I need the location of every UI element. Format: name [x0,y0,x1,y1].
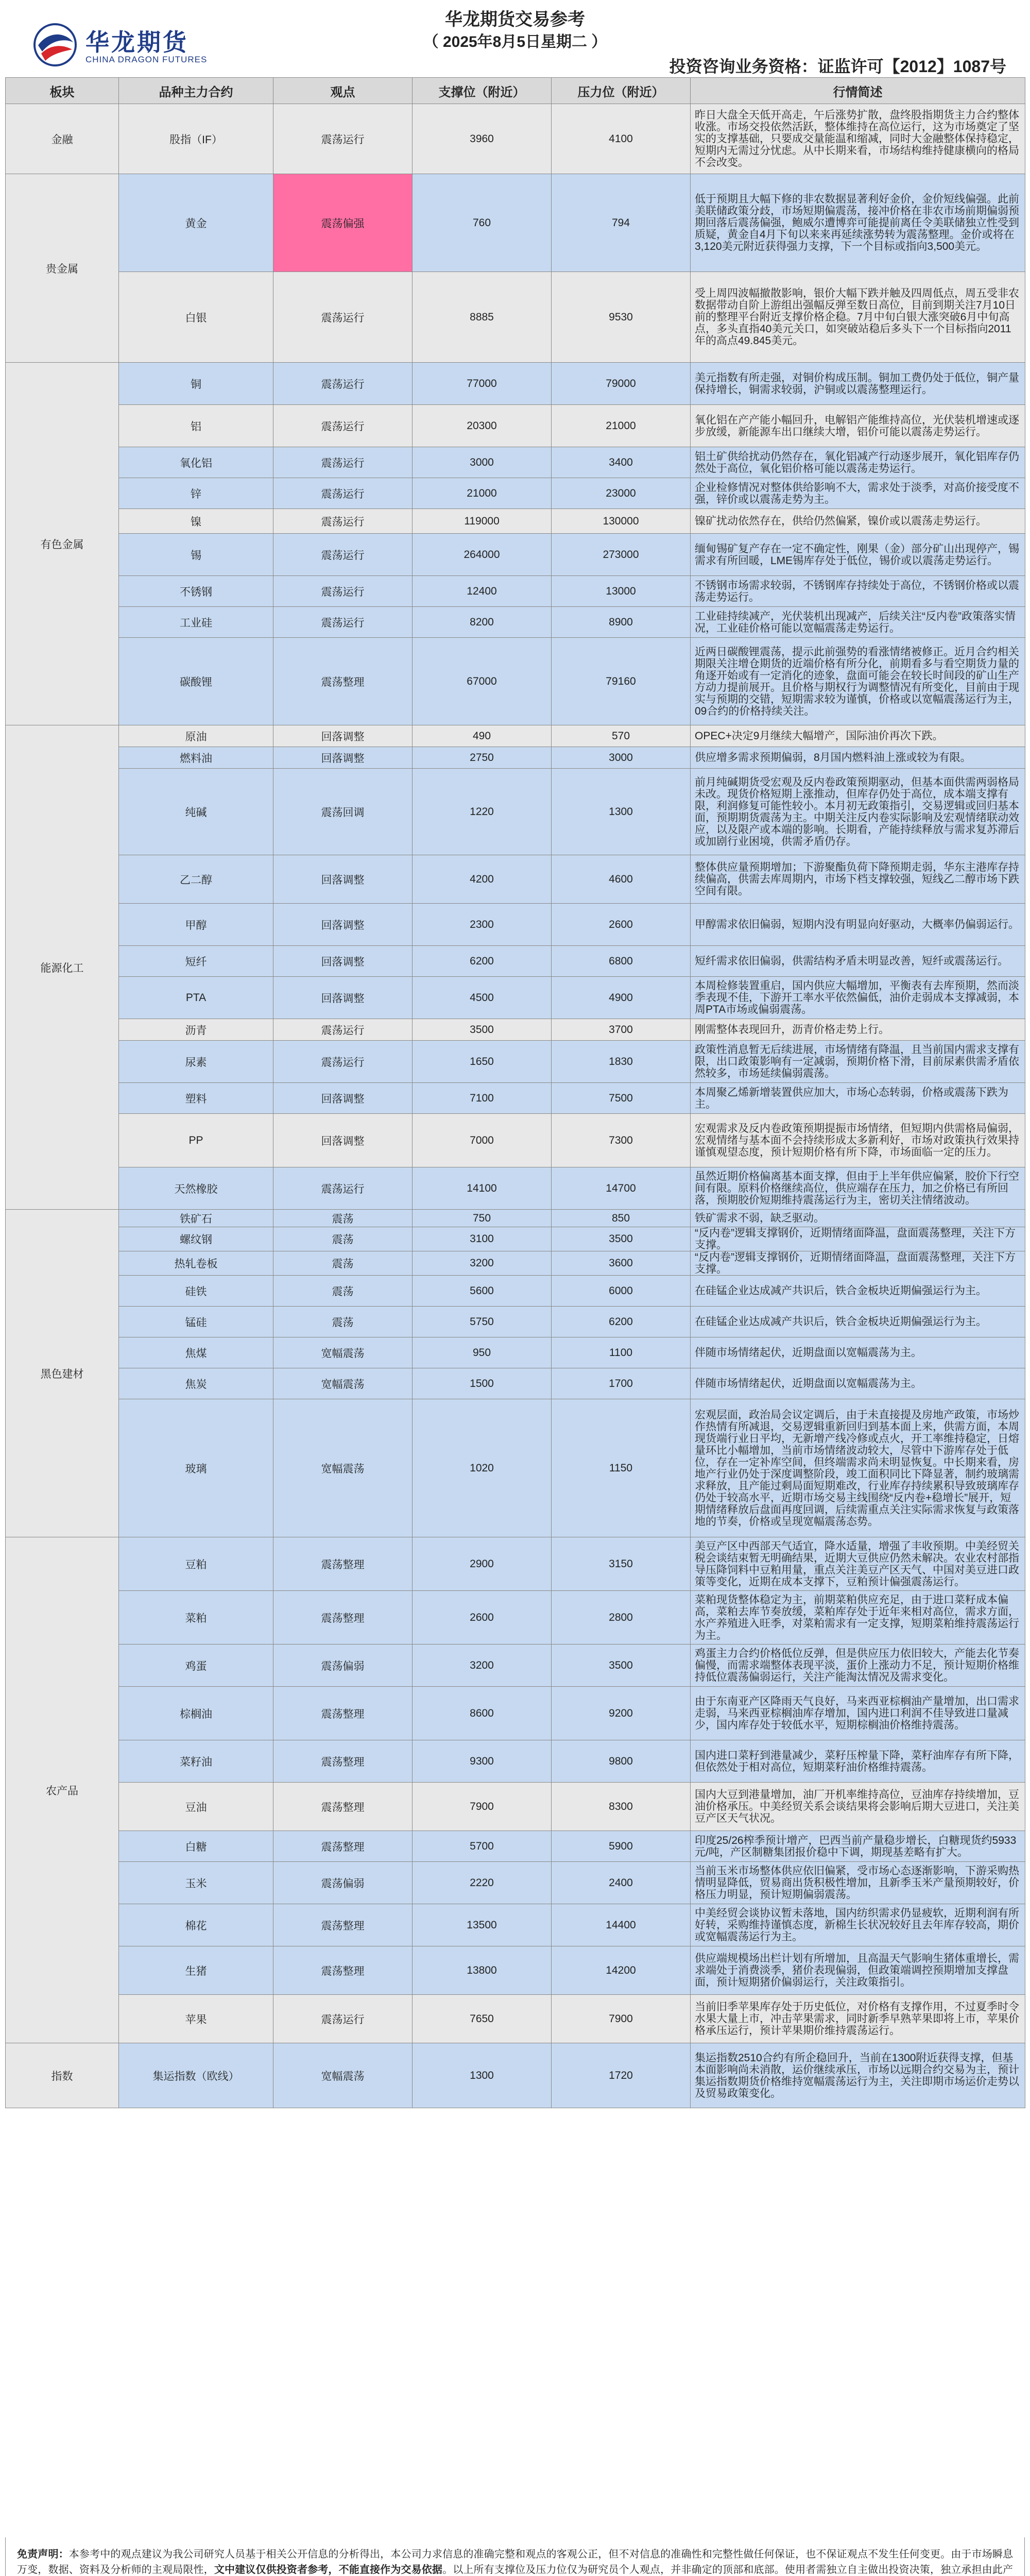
sector-name: 能源化工 [6,725,119,1210]
market-summary: “反内卷”逻辑支撑钢价，近期情绪面降温，盘面震荡整理，关注下方支撑。 [691,1227,1025,1251]
support-level: 264000 [413,534,552,576]
sector-name: 指数 [6,2043,119,2108]
product-name: 铁矿石 [119,1210,273,1227]
support-level: 3100 [413,1227,552,1251]
table-row [6,1537,1025,1591]
view-cell: 震荡回调 [273,769,413,855]
market-summary: 鸡蛋主力合约价格低位反弹，但是供应压力依旧较大，产能去化节奏偏慢，而需求端整体表现平淡，蛋价上涨动力不足，预计短期价格维持低位震荡偏弱运行，关注产能淘汰情况及需求变化。 [691,1645,1025,1687]
view-cell: 震荡整理 [273,638,413,725]
support-level: 2600 [413,1591,552,1645]
view-cell: 震荡运行 [273,1041,413,1083]
support-level: 119000 [413,509,552,534]
resistance-level: 6200 [552,1307,691,1337]
table-row [6,1167,1025,1210]
support-level: 21000 [413,478,552,509]
table-row [6,1210,1025,1227]
product-name: 硅铁 [119,1276,273,1307]
market-summary: OPEC+决定9月继续大幅增产，国际油价再次下跌。 [691,725,1025,747]
product-name: PTA [119,977,273,1019]
resistance-level: 2800 [552,1591,691,1645]
table-row [6,576,1025,607]
support-level: 3200 [413,1645,552,1687]
product-name: 塑料 [119,1083,273,1114]
product-name: 甲醇 [119,904,273,946]
table-row [6,1227,1025,1251]
table-row [6,1307,1025,1337]
product-name: 锰硅 [119,1307,273,1337]
table-row [6,1337,1025,1368]
product-name: 豆粕 [119,1537,273,1591]
table-row [6,272,1025,363]
resistance-level: 23000 [552,478,691,509]
sector-name: 黑色建材 [6,1210,119,1537]
table-row [6,1645,1025,1687]
product-name: 锌 [119,478,273,509]
view-cell: 回落调整 [273,904,413,946]
support-level: 7000 [413,1114,552,1167]
resistance-level: 21000 [552,405,691,447]
market-summary: 短纤需求依旧偏弱，供需结构矛盾未明显改善，短纤或震荡运行。 [691,946,1025,977]
resistance-level: 4600 [552,855,691,904]
product-name: 原油 [119,725,273,747]
view-cell: 震荡整理 [273,1783,413,1831]
table-row [6,1251,1025,1276]
view-cell: 震荡 [273,1210,413,1227]
market-summary: 低于预期且大幅下修的非农数据显著利好金价，金价短线偏强。此前美联储政策分歧，市场短期偏震荡，接冲价格在非农市场前期偏弱预期回落后震荡偏强，鲍威尔遭博弈可能提前离任令美联储独立性受到质疑，黄金自4月下旬以来来再延续涨势转为震荡整理。金价或将在3,120美元附近获得强力支撑，下一个目标或指向3,500美元。 [691,174,1025,272]
view-cell: 震荡运行 [273,509,413,534]
table-row [6,855,1025,904]
table-row [6,405,1025,447]
product-name: PP [119,1114,273,1167]
market-summary: 刚需整体表现回升，沥青价格走势上行。 [691,1019,1025,1041]
product-name: 生猪 [119,1946,273,1995]
support-level: 2220 [413,1862,552,1904]
market-summary: 在硅锰企业达成减产共识后，铁合金板块近期偏强运行为主。 [691,1276,1025,1307]
support-level: 1500 [413,1368,552,1399]
resistance-level: 794 [552,174,691,272]
resistance-level: 4900 [552,977,691,1019]
view-cell: 宽幅震荡 [273,1399,413,1537]
support-level: 490 [413,725,552,747]
market-summary: 国内大豆到港量增加，油厂开机率维持高位，豆油库存持续增加，豆油价格承压。中美经贸关系会谈结果将会影响后期大豆进口，关注美豆产区天气状况。 [691,1783,1025,1831]
market-summary: 铝土矿供给扰动仍然存在，氧化铝减产行动逐步展开，氧化铝库存仍然处于高位，氧化铝价格可能以震荡走势运行。 [691,447,1025,478]
product-name: 纯碱 [119,769,273,855]
market-summary: 伴随市场情绪起伏，近期盘面以宽幅震荡为主。 [691,1337,1025,1368]
resistance-level: 4100 [552,104,691,174]
product-name: 鸡蛋 [119,1645,273,1687]
view-cell: 震荡运行 [273,405,413,447]
support-level: 950 [413,1337,552,1368]
market-summary: “反内卷”逻辑支撑钢价，近期情绪面降温，盘面震荡整理，关注下方支撑。 [691,1251,1025,1276]
market-summary: 伴随市场情绪起伏，近期盘面以宽幅震荡为主。 [691,1368,1025,1399]
support-level: 3960 [413,104,552,174]
view-cell: 震荡偏强 [273,174,413,272]
resistance-level: 850 [552,1210,691,1227]
support-level: 7900 [413,1783,552,1831]
resistance-level: 79160 [552,638,691,725]
view-cell: 回落调整 [273,1114,413,1167]
support-level: 1220 [413,769,552,855]
market-summary: 不锈钢市场需求较弱，不锈钢库存持续处于高位，不锈钢价格或以震荡走势运行。 [691,576,1025,607]
support-level: 7100 [413,1083,552,1114]
product-name: 热轧卷板 [119,1251,273,1276]
product-name: 豆油 [119,1783,273,1831]
market-summary: 宏观需求及反内卷政策预期提振市场情绪，但短期内供需格局偏弱，宏观情绪与基本面不会持续形成太多新利好，市场对政策执行效果持谨慎观望态度，预计短期价格有所下降，市场面临一定的压力。 [691,1114,1025,1167]
table-row [6,1946,1025,1995]
resistance-level: 2600 [552,904,691,946]
product-name: 工业硅 [119,607,273,638]
disclaimer-text [17,2547,1013,2576]
resistance-level: 3400 [552,447,691,478]
support-level: 1020 [413,1399,552,1537]
table-row [6,1041,1025,1083]
disclaimer [5,2537,1025,2576]
resistance-level: 8300 [552,1783,691,1831]
market-summary: 甲醇需求依旧偏弱，短期内没有明显向好驱动，大概率仍偏弱运行。 [691,904,1025,946]
support-level: 4500 [413,977,552,1019]
support-level: 77000 [413,363,552,405]
view-cell: 震荡整理 [273,1591,413,1645]
table-row [6,534,1025,576]
table-row [6,638,1025,725]
table-row [6,977,1025,1019]
product-name: 焦煤 [119,1337,273,1368]
product-name: 不锈钢 [119,576,273,607]
market-summary: 镍矿扰动依然存在，供给仍然偏紧，镍价或以震荡走势运行。 [691,509,1025,534]
support-level: 13500 [413,1904,552,1946]
table-row [6,478,1025,509]
resistance-level: 3600 [552,1251,691,1276]
market-summary: 氧化铝在产产能小幅回升，电解铝产能维持高位，光伏装机增速或逐步放缓，新能源车出口继续大增，铝价可能以震荡走势运行。 [691,405,1025,447]
product-name: 玻璃 [119,1399,273,1537]
header [0,0,1030,77]
market-summary: 宏观层面，政治局会议定调后，由于未直接提及房地产政策，市场炒作热情有所减退，交易逻辑重新回归到基本面上来，供需方面，本周现货端行业日平均，无新增产线冷修或点火，开工率维持稳定，日熔量环比小幅增加，当前市场情绪波动较大，尽管中下游库存处于低位，存在一定补库空间，但终端需求尚未明显恢复。中长期来看，房地产行业仍处于深度调整阶段，竣工面积同比下降显著，制约玻璃需求释放，且产能过剩局面短期难改，行业库存持续累积导致玻璃库存仍处于较高水平，近期市场交易主线围绕“反内卷+稳增长”展开，短期情绪释放后盘面再度回调，后续需重点关注实际需求恢复与政策落地的节奏，价格或呈现宽幅震荡态势。 [691,1399,1025,1537]
view-cell: 震荡整理 [273,1537,413,1591]
product-name: 短纤 [119,946,273,977]
table-row [6,1083,1025,1114]
resistance-level: 3500 [552,1227,691,1251]
table-row [6,1276,1025,1307]
product-name: 尿素 [119,1041,273,1083]
product-name: 棕榈油 [119,1687,273,1740]
table-row [6,1783,1025,1831]
view-cell: 回落调整 [273,977,413,1019]
market-summary: 当前玉米市场整体供应依旧偏紧，受市场心态逐渐影响，下游采购热情明显降低，贸易商出货积极性增加，且新季玉米产量预期较好，价格压力明显，预计短期偏弱震荡。 [691,1862,1025,1904]
view-cell: 宽幅震荡 [273,1337,413,1368]
table-row [6,174,1025,272]
table-row [6,769,1025,855]
table-row [6,904,1025,946]
support-level: 8200 [413,607,552,638]
sector-name: 金融 [6,104,119,174]
market-summary: 缅甸锡矿复产存在一定不确定性，刚果（金）部分矿山出现停产，锡需求有所回暖，LME锡库存处于低位，锡价或以震荡走势运行。 [691,534,1025,576]
resistance-level: 14700 [552,1167,691,1210]
resistance-level: 1100 [552,1337,691,1368]
market-summary: 美豆产区中西部天气适宜，降水适量，增强了丰收预期。中美经贸关税会谈结束暂无明确结果，近期大豆供应仍然未解决。农业农村部指导压降饲料中豆粕用量，重点关注美豆产区天气、中国对美豆进口政策等变化，近期在成本支撑下，豆粕预计偏强震荡运行。 [691,1537,1025,1591]
support-level: 8600 [413,1687,552,1740]
table-row [6,1114,1025,1167]
view-cell: 震荡偏弱 [273,1862,413,1904]
column-header: 品种主力合约 [119,78,273,104]
resistance-level: 1720 [552,2043,691,2108]
resistance-level: 7300 [552,1114,691,1167]
logo-text-en: CHINA DRAGON FUTURES [85,55,208,64]
support-level: 1300 [413,2043,552,2108]
support-level: 2900 [413,1537,552,1591]
product-name: 沥青 [119,1019,273,1041]
resistance-level: 3500 [552,1645,691,1687]
column-header: 支撑位（附近） [413,78,552,104]
product-name: 玉米 [119,1862,273,1904]
table-row [6,747,1025,769]
resistance-level: 6800 [552,946,691,977]
view-cell: 回落调整 [273,1083,413,1114]
product-name: 螺纹钢 [119,1227,273,1251]
support-level: 20300 [413,405,552,447]
table-row [6,1368,1025,1399]
license-text: 投资咨询业务资格：证监许可【2012】1087号 [669,57,1006,76]
product-name: 股指（IF） [119,104,273,174]
support-level: 6200 [413,946,552,977]
product-name: 铜 [119,363,273,405]
view-cell: 震荡运行 [273,534,413,576]
product-name: 黄金 [119,174,273,272]
column-header: 板块 [6,78,119,104]
view-cell: 震荡 [273,1227,413,1251]
view-cell: 震荡运行 [273,1019,413,1041]
product-name: 铝 [119,405,273,447]
report-date: （ 2025年8月5日星期二 ） [423,33,607,50]
resistance-level: 130000 [552,509,691,534]
table-row [6,363,1025,405]
view-cell: 震荡偏弱 [273,1645,413,1687]
resistance-level: 1700 [552,1368,691,1399]
support-level: 2750 [413,747,552,769]
market-summary: 美元指数有所走强，对铜价构成压制。铜加工费仍处于低位，铜产量保持增长，铜需求较弱，沪铜或以震荡整理运行。 [691,363,1025,405]
table-row [6,607,1025,638]
market-summary: 政策性消息暂无后续进展，市场情绪有降温，且当前国内需求支撑有限，出口政策影响有一定减弱，预期价格下滑，目前尿素供需矛盾依然较多，市场延续偏弱震荡。 [691,1041,1025,1083]
resistance-level: 5900 [552,1831,691,1862]
support-level: 67000 [413,638,552,725]
market-summary: 菜粕现货整体稳定为主，前期菜粕供应充足，由于进口菜籽成本偏高，菜粕去库节奏放缓，菜粕库存处于近年来相对高位，需求方面，水产养殖进入旺季，对菜粕需求有一定支撑，短期菜粕维持震荡运行为主。 [691,1591,1025,1645]
support-level: 7650 [413,1995,552,2043]
view-cell: 震荡运行 [273,272,413,363]
table-row [6,725,1025,747]
market-summary: 集运指数2510合约有所企稳回升，当前在1300附近获得支撑，但基本面影响尚未消散，运价继续承压，市场以远期合约交易为主，预计集运指数期货价格维持宽幅震荡运行为主，关注即期市场运价走势以及贸易政策变化。 [691,2043,1025,2108]
disclaimer-body: 本参考中的观点建议为我公司研究人员基于相关公开信息的分析得出，本公司力求信息的准确完整和观点的客观公正，但不对信息的准确性和完整性做任何保证，也不保证观点不发生任何变更。由于市场瞬息万变，数据、资料及分析师的主观局限性， [17,2549,1014,2575]
market-summary: 整体供应量预期增加；下游聚酯负荷下降预期走弱，华东主港库存持续偏高，供需去库周期内，市场下档支撑较强，短线乙二醇市场下跌空间有限。 [691,855,1025,904]
support-level: 12400 [413,576,552,607]
view-cell: 震荡运行 [273,576,413,607]
table-row [6,1904,1025,1946]
table-row [6,1995,1025,2043]
column-header: 行情简述 [691,78,1025,104]
view-cell: 震荡 [273,1276,413,1307]
resistance-level: 1150 [552,1399,691,1537]
resistance-level: 2400 [552,1862,691,1904]
table-row [6,1862,1025,1904]
product-name: 棉花 [119,1904,273,1946]
view-cell: 震荡 [273,1251,413,1276]
resistance-level: 7500 [552,1083,691,1114]
product-name: 集运指数（欧线） [119,2043,273,2108]
view-cell: 回落调整 [273,855,413,904]
support-level: 3200 [413,1251,552,1276]
resistance-level: 8900 [552,607,691,638]
sector-name: 农产品 [6,1537,119,2043]
support-level: 5750 [413,1307,552,1337]
table-row [6,1687,1025,1740]
view-cell: 震荡运行 [273,363,413,405]
market-summary: 由于东南亚产区降雨天气良好，马来西亚棕榈油产量增加，出口需求走弱，马来西亚棕榈油库存增加，国内进口利润不佳导致进口量减少，国内库存处于较低水平，短期棕榈油价格维持震荡。 [691,1687,1025,1740]
resistance-level: 3000 [552,747,691,769]
support-level: 8885 [413,272,552,363]
market-summary: 前月纯碱期货受宏观及反内卷政策预期驱动，但基本面供需两弱格局未改。现货价格短期上涨推动，但库存仍处于高位，成本端支撑有限，利润修复可能性较小。本月初无政策指引，交易逻辑或回归基本面，预期期货震荡为主。中期关注反内卷实际影响及宏观情绪联动效应，以及限产或本端的影响。长期看，产能持续释放与需求复苏滞后或加剧行业困境，供需矛盾仍存。 [691,769,1025,855]
market-summary: 当前旧季苹果库存处于历史低位，对价格有支撑作用，不过夏季时令水果大量上市，冲击苹果需求，同时新季早熟苹果即将上市，苹果价格承压运行，预计苹果期价维持震荡运行。 [691,1995,1025,2043]
support-level: 750 [413,1210,552,1227]
resistance-level: 570 [552,725,691,747]
view-cell: 震荡整理 [273,1904,413,1946]
support-level: 1650 [413,1041,552,1083]
table-row [6,1591,1025,1645]
resistance-level: 9800 [552,1740,691,1783]
view-cell: 震荡整理 [273,1687,413,1740]
market-summary: 供应增多需求预期偏弱，8月国内燃料油上涨或较为有限。 [691,747,1025,769]
market-summary: 印度25/26榨季预计增产，巴西当前产量稳步增长，白糖现货约5933元/吨，产区制糖集团报价稳中下调，期现基差略有扩大。 [691,1831,1025,1862]
disclaimer-body-2: 。以上所有支撑位及压力位仅为研究员个人观点，并非确定的顶部和底部。使用者需独立自主做出投资决策，独立承担由此产 [442,2564,1014,2575]
page-title: 华龙期货交易参考 [445,10,585,29]
market-summary: 中美经贸会谈协议暂未落地，国内纺织需求仍显疲软，近期利润有所好转，采购维持谨慎态度，新棉生长状况较好且去年库存较高，期价或宽幅震荡运行为主。 [691,1904,1025,1946]
product-name: 锡 [119,534,273,576]
resistance-level: 7900 [552,1995,691,2043]
view-cell: 宽幅震荡 [273,2043,413,2108]
resistance-level: 3150 [552,1537,691,1591]
product-name: 苹果 [119,1995,273,2043]
view-cell: 震荡运行 [273,1167,413,1210]
product-name: 燃料油 [119,747,273,769]
sector-name: 有色金属 [6,363,119,725]
product-name: 焦炭 [119,1368,273,1399]
view-cell: 震荡运行 [273,478,413,509]
market-summary: 本周聚乙烯新增装置供应加大，市场心态转弱，价格或震荡下跌为主。 [691,1083,1025,1114]
support-level: 2300 [413,904,552,946]
support-level: 5700 [413,1831,552,1862]
disclaimer-label: 免责声明： [17,2549,69,2560]
support-level: 13800 [413,1946,552,1995]
table-row [6,946,1025,977]
market-summary: 供应端规模场出栏计划有所增加，且高温天气影响生猪体重增长，需求端处于消费淡季，猪价表现偏弱，但政策端调控预期增加支撑盘面，预计短期猪价偏弱运行，关注政策指引。 [691,1946,1025,1995]
market-summary: 在硅锰企业达成减产共识后，铁合金板块近期偏强运行为主。 [691,1307,1025,1337]
resistance-level: 9200 [552,1687,691,1740]
resistance-level: 14200 [552,1946,691,1995]
product-name: 镍 [119,509,273,534]
table-row [6,447,1025,478]
view-cell: 震荡运行 [273,1995,413,2043]
view-cell: 震荡整理 [273,1946,413,1995]
market-summary: 本周检修装置重启，国内供应大幅增加，平衡表有去库预期，然而淡季表现不佳，下游开工率水平依然偏低，油价走弱成本支撑减弱，本周PTA市场或偏弱震荡。 [691,977,1025,1019]
table-row [6,104,1025,174]
market-summary: 铁矿需求不弱，缺乏驱动。 [691,1210,1025,1227]
resistance-level: 1830 [552,1041,691,1083]
support-level: 3500 [413,1019,552,1041]
table-header-row [6,78,1025,104]
support-level: 760 [413,174,552,272]
product-name: 天然橡胶 [119,1167,273,1210]
resistance-level: 9530 [552,272,691,363]
resistance-level: 13000 [552,576,691,607]
product-name: 白银 [119,272,273,363]
support-level: 4200 [413,855,552,904]
product-name: 碳酸锂 [119,638,273,725]
view-cell: 震荡运行 [273,104,413,174]
product-name: 氧化铝 [119,447,273,478]
disclaimer-bold: 文中建议仅供投资者参考，不能直接作为交易依据 [214,2564,443,2575]
support-level: 5600 [413,1276,552,1307]
resistance-level: 79000 [552,363,691,405]
market-summary: 受上周四波幅撤散影响，银价大幅下跌并触及四周低点，周五受非农数据带动自阶上游组出强幅反弹至数日高位，目前到期关注7月10日前的整理平台附近支撑价格企稳。7月中旬白银大涨突破6月中旬高点，多头直指40美元关口，如突破站稳后多头下一个目标指向2011年的高点49.845美元。 [691,272,1025,363]
resistance-level: 14400 [552,1904,691,1946]
market-summary: 近两日碳酸锂震荡，提示此前强势的看涨情绪被修正。近月合约相关期限关注增仓期货的近端价格有所分化，前期看多与看空期货力量的角逐开始或有一定消化的迹象，盘面可能会在较长时间段的矿山生产方动力提前展开。且价格与期权行为调整情况有所变化，目前由于现实与预期的交错，短期需求较为谨慎，价格或以宽幅震荡运行为主，09合约的价格持续关注。 [691,638,1025,725]
view-cell: 回落调整 [273,946,413,977]
resistance-level: 3700 [552,1019,691,1041]
market-summary: 虽然近期价格偏离基本面支撑，但由于上半年供应偏紧，胶价下行空间有限。原料价格继续高位，供应端存在压力，加之价格已有所回落，预期胶价短期维持震荡运行为主，密切关注情绪波动。 [691,1167,1025,1210]
product-name: 菜粕 [119,1591,273,1645]
product-name: 乙二醇 [119,855,273,904]
table-row [6,509,1025,534]
support-level: 3000 [413,447,552,478]
market-summary: 工业硅持续减产，光伏装机出现减产，后续关注“反内卷”政策落实情况，工业硅价格可能以宽幅震荡走势运行。 [691,607,1025,638]
table-row [6,1831,1025,1862]
reference-table [5,77,1025,2108]
sector-name: 贵金属 [6,174,119,363]
table-row [6,2043,1025,2108]
resistance-level: 1300 [552,769,691,855]
view-cell: 震荡运行 [273,607,413,638]
support-level: 14100 [413,1167,552,1210]
market-summary: 企业检修情况对整体供给影响不大，需求处于淡季，对高价接受度不强，锌价或以震荡走势为主。 [691,478,1025,509]
table-row [6,1740,1025,1783]
view-cell: 震荡整理 [273,1831,413,1862]
product-name: 菜籽油 [119,1740,273,1783]
market-summary: 国内进口菜籽到港量减少，菜籽压榨量下降，菜籽油库存有所下降，但依然处于相对高位，短期菜籽油价格维持震荡。 [691,1740,1025,1783]
logo-text-cn: 华龙期货 [85,29,188,56]
market-summary: 昨日大盘全天低开高走，午后涨势扩散，盘终股指期货主力合约整体收涨。市场交投依然活跃，整体维持在高位运行，这为市场奠定了坚实的支撑基础，只要成交量能温和缩减，同时大金融整体保持稳定，短期内无需过分忧虑。从中长期来看，市场结构维持健康横向的格局不会改变。 [691,104,1025,174]
product-name: 白糖 [119,1831,273,1862]
table-row [6,1399,1025,1537]
view-cell: 宽幅震荡 [273,1368,413,1399]
view-cell: 回落调整 [273,725,413,747]
view-cell: 震荡运行 [273,447,413,478]
support-level: 9300 [413,1740,552,1783]
table-row [6,1019,1025,1041]
column-header: 压力位（附近） [552,78,691,104]
column-header: 观点 [273,78,413,104]
view-cell: 回落调整 [273,747,413,769]
resistance-level: 6000 [552,1276,691,1307]
view-cell: 震荡 [273,1307,413,1337]
resistance-level: 273000 [552,534,691,576]
view-cell: 震荡整理 [273,1740,413,1783]
